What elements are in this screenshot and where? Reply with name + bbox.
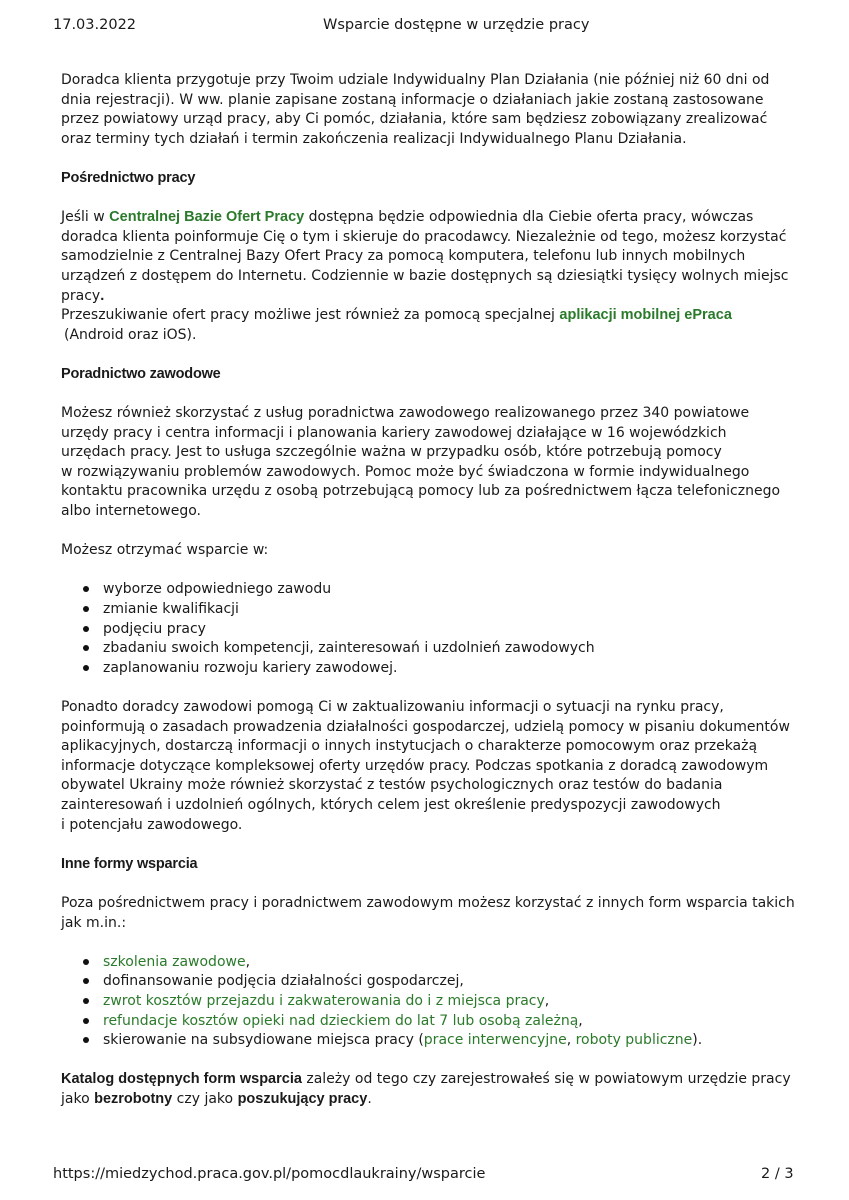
text-line: aplikacyjnych, dostarczą informacji o innych instytucjach o charakterze pomocowym oraz przekażą	[61, 738, 758, 755]
list-item: zaplanowaniu rozwoju kariery zawodowej.	[61, 659, 801, 679]
text-segment: ,	[544, 992, 550, 1009]
text-segment: .	[100, 287, 105, 304]
text-line: urzędy pracy i centra informacji i planowania kariery zawodowej działające w 16 wojewódzkich	[61, 424, 727, 441]
text-line: kontaktu pracownika urzędu z osobą potrzebującą pomocy lub za pośrednictwem łącza telefonicznego	[61, 483, 781, 500]
heading-inne: Inne formy wsparcia	[61, 855, 198, 872]
text-line	[61, 208, 801, 228]
list-item	[61, 953, 801, 973]
poradnictwo-paragraph	[61, 404, 801, 522]
footer-url: https://miedzychod.praca.gov.pl/pomocdlaukrainy/wsparcie	[53, 1166, 486, 1182]
text-line: i potencjału zawodowego.	[61, 816, 243, 833]
text-line: Ponadto doradcy zawodowi pomogą Ci w zaktualizowaniu informacji o sytuacji na rynku pracy,	[61, 699, 724, 715]
list-item: dofinansowanie podjęcia działalności gospodarczej,	[61, 972, 801, 992]
list-item: zmianie kwalifikacji	[61, 600, 801, 620]
epraca-app-link[interactable]: aplikacji mobilnej ePraca	[559, 307, 732, 324]
text-line: zainteresowań i uzdolnień ogólnych, których celem jest określenie predyspozycji zawodowych	[61, 796, 721, 813]
text-segment: pracy	[61, 287, 101, 304]
text-line	[61, 1090, 801, 1110]
text-segment: Katalog dostępnych form wsparcia	[61, 1071, 302, 1088]
other-support-list	[61, 953, 801, 1051]
inne-paragraph	[61, 894, 801, 933]
cbop-link[interactable]: Centralnej Bazie Ofert Pracy	[109, 209, 305, 226]
text-segment: ,	[245, 953, 251, 970]
support-list	[61, 580, 801, 678]
text-line: w rozwiązywaniu problemów zawodowych. Pomoc może być świadczona w formie indywidualnego	[61, 463, 750, 480]
document-body	[61, 71, 801, 1109]
text-segment: ).	[692, 1032, 703, 1049]
text-line: obywatel Ukrainy może również skorzystać z testów psychologicznych oraz testów do badania	[61, 777, 723, 794]
text-line: (Android oraz iOS).	[64, 326, 197, 343]
intro-paragraph	[61, 71, 801, 149]
text-line: dnia rejestracji). W ww. planie zapisane zostaną informacje o działaniach jakie zostaną zastosowane	[61, 91, 764, 108]
text-segment: zależy od tego czy zarejestrowałeś się w powiatowym urzędzie pracy	[301, 1071, 791, 1088]
katalog-paragraph	[61, 1070, 801, 1109]
heading-posrednictwo: Pośrednictwo pracy	[61, 169, 196, 186]
roboty-publiczne-link[interactable]: roboty publiczne	[575, 1032, 693, 1049]
text-line: Doradca klienta przygotuje przy Twoim udziale Indywidualny Plan Działania (nie później niż 60 dni od	[61, 72, 770, 88]
text-segment: dostępna będzie odpowiednia dla Ciebie oferta pracy, wówczas	[304, 209, 754, 226]
text-line: urzędach pracy. Jest to usługa szczególnie ważna w przypadku osób, które potrzebują pomocy	[61, 444, 722, 461]
text-segment: jako	[61, 1090, 95, 1107]
szkolenia-link[interactable]: szkolenia zawodowe	[103, 953, 246, 970]
zwrot-kosztow-link[interactable]: zwrot kosztów przejazdu i zakwaterowania do i z miejsca pracy	[103, 992, 545, 1009]
poradnictwo-more-paragraph	[61, 698, 801, 835]
list-item	[61, 1031, 801, 1051]
text-line: informacje dotyczące kompleksowej oferty urzędów pracy. Podczas spotkania z doradcą zawodowym	[61, 757, 769, 774]
text-line: Poza pośrednictwem pracy i poradnictwem zawodowym możesz korzystać z innych form wsparcia takich	[61, 894, 795, 911]
heading-poradnictwo: Poradnictwo zawodowe	[61, 365, 221, 382]
text-segment: .	[367, 1090, 372, 1107]
text-line	[61, 287, 801, 307]
prace-interwencyjne-link[interactable]: prace interwencyjne	[423, 1032, 567, 1049]
text-line: oraz terminy tych działań i termin zakończenia realizacji Indywidualnego Planu Działania.	[61, 130, 687, 147]
support-intro: Możesz otrzymać wsparcie w:	[61, 542, 269, 559]
text-line: przez powiatowy urząd pracy, aby Ci pomóc, działania, które sam będziesz zobowiązany zrealizować	[61, 111, 768, 128]
list-item	[61, 992, 801, 1012]
text-line: samodzielnie z Centralnej Bazy Ofert Pracy za pomocą komputera, telefonu lub innych mobilnych	[61, 248, 746, 265]
text-line	[61, 306, 801, 326]
text-line: albo internetowego.	[61, 503, 202, 520]
page-number: 2 / 3	[761, 1166, 794, 1182]
text-line: jak m.in.:	[61, 914, 127, 931]
list-item: zbadaniu swoich kompetencji, zainteresowań i uzdolnień zawodowych	[61, 639, 801, 659]
list-item: wyborze odpowiedniego zawodu	[61, 580, 801, 600]
refundacje-link[interactable]: refundacje kosztów opieki nad dzieckiem do lat 7 lub osobą zależną	[103, 1012, 579, 1029]
text-line: Możesz również skorzystać z usług poradnictwa zawodowego realizowanego przez 340 powiatowe	[61, 405, 750, 422]
text-segment: ,	[566, 1032, 576, 1049]
posrednictwo-paragraph	[61, 208, 801, 345]
text-line	[61, 1070, 801, 1090]
text-segment: ,	[578, 1012, 583, 1029]
text-segment: poszukujący pracy	[237, 1090, 368, 1107]
list-item: podjęciu pracy	[61, 620, 801, 640]
header-title: Wsparcie dostępne w urzędzie pracy	[323, 17, 590, 33]
text-segment: Przeszukiwanie ofert pracy możliwe jest również za pomocą specjalnej	[61, 307, 560, 324]
list-item	[61, 1012, 801, 1032]
text-line: doradca klienta poinformuje Cię o tym i skieruje do pracodawcy. Niezależnie od tego, możesz korzystać	[61, 228, 787, 245]
text-line: poinformują o zasadach prowadzenia działalności gospodarczej, udzielą pomocy w pisaniu dokumentów	[61, 718, 790, 735]
text-segment: skierowanie na subsydiowane miejsca pracy (	[103, 1032, 424, 1049]
header-date: 17.03.2022	[53, 17, 137, 33]
text-segment: czy jako	[172, 1090, 238, 1107]
text-line: urządzeń z dostępem do Internetu. Codziennie w bazie dostępnych są dziesiątki tysięcy wolnych miejsc	[61, 267, 789, 284]
text-segment: Jeśli w	[61, 209, 110, 226]
text-segment: bezrobotny	[94, 1090, 173, 1107]
